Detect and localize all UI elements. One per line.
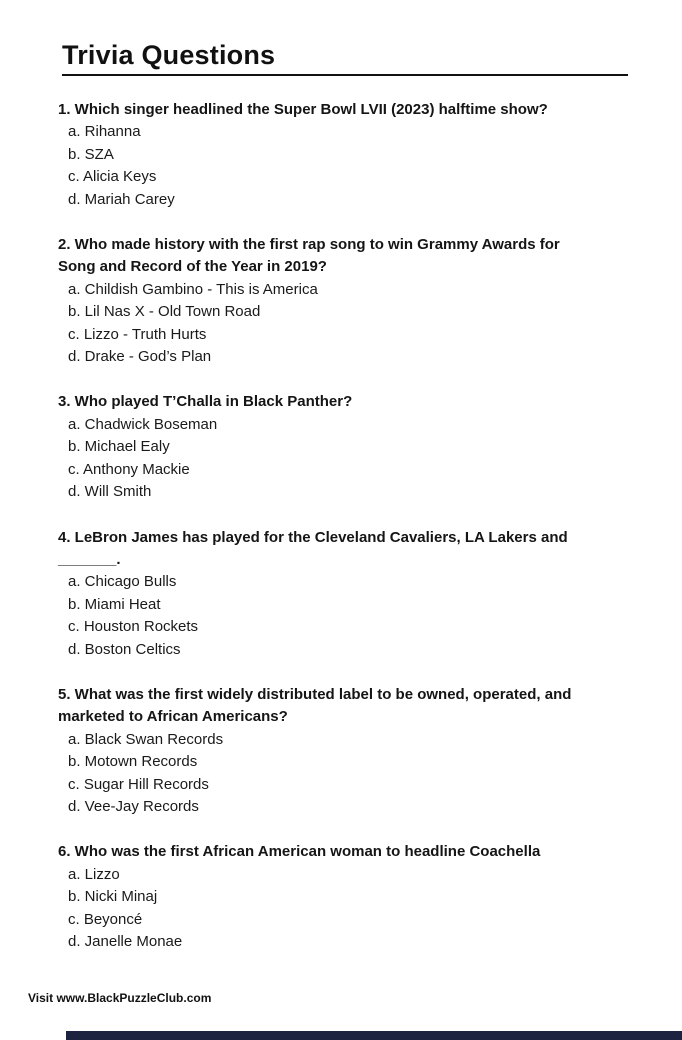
question-text-line: Song and Record of the Year in 2019? bbox=[58, 258, 327, 276]
questions-list bbox=[58, 99, 638, 976]
answer-option: b. Lil Nas X - Old Town Road bbox=[68, 303, 261, 321]
question-text bbox=[58, 684, 638, 729]
answer-option: b. Miami Heat bbox=[68, 595, 161, 613]
question-text bbox=[58, 527, 638, 572]
answer-option: d. Mariah Carey bbox=[68, 190, 175, 208]
footer-website-text: Visit www.BlackPuzzleClub.com bbox=[28, 991, 212, 1005]
answer-option: a. Black Swan Records bbox=[68, 730, 224, 748]
answer-option: a. Rihanna bbox=[68, 123, 141, 141]
question-block bbox=[58, 684, 638, 818]
question-text-line: 1. Which singer headlined the Super Bowl LVII (2023) halftime show? bbox=[58, 101, 548, 118]
page-title: Trivia Questions bbox=[62, 40, 276, 70]
options-list bbox=[58, 729, 638, 819]
title-underline bbox=[62, 74, 628, 76]
answer-option: b. Michael Ealy bbox=[68, 438, 170, 456]
answer-option: b. SZA bbox=[68, 145, 114, 163]
question-text-line: 5. What was the first widely distributed label to be owned, operated, and bbox=[58, 685, 572, 703]
question-text-line: 6. Who was the first African American woman to headline Coachella bbox=[58, 843, 541, 861]
question-text-line: _______. bbox=[58, 550, 121, 568]
question-text bbox=[58, 841, 638, 863]
answer-option: d. Will Smith bbox=[68, 483, 152, 501]
answer-option: a. Chadwick Boseman bbox=[68, 415, 218, 433]
question-text-line: 3. Who played T’Challa in Black Panther? bbox=[58, 393, 353, 411]
answer-option: a. Childish Gambino - This is America bbox=[68, 280, 318, 298]
answer-option: d. Drake - God’s Plan bbox=[68, 348, 212, 366]
question-text-line: marketed to African Americans? bbox=[58, 708, 288, 726]
question-block bbox=[58, 527, 638, 661]
question-block bbox=[58, 391, 638, 503]
answer-option: c. Houston Rockets bbox=[68, 618, 199, 636]
question-block bbox=[58, 99, 638, 211]
question-text-line: 4. LeBron James has played for the Cleveland Cavaliers, LA Lakers and bbox=[58, 528, 568, 546]
answer-option: c. Alicia Keys bbox=[68, 168, 157, 186]
options-list bbox=[58, 121, 638, 211]
answer-option: d. Boston Celtics bbox=[68, 640, 181, 658]
answer-option: d. Janelle Monae bbox=[68, 933, 183, 950]
answer-option: c. Beyoncé bbox=[68, 910, 143, 928]
options-list bbox=[58, 864, 638, 954]
answer-option: b. Motown Records bbox=[68, 753, 198, 771]
answer-option: c. Sugar Hill Records bbox=[68, 775, 209, 793]
options-list bbox=[58, 279, 638, 369]
options-list bbox=[58, 571, 638, 661]
answer-option: a. Chicago Bulls bbox=[68, 573, 177, 591]
question-text-line: 2. Who made history with the first rap song to win Grammy Awards for bbox=[58, 236, 560, 254]
answer-option: a. Lizzo bbox=[68, 865, 120, 883]
answer-option: c. Lizzo - Truth Hurts bbox=[68, 325, 207, 343]
options-list bbox=[58, 414, 638, 504]
answer-option: b. Nicki Minaj bbox=[68, 888, 158, 906]
question-block bbox=[58, 841, 638, 953]
question-text bbox=[58, 234, 638, 279]
answer-option: d. Vee-Jay Records bbox=[68, 797, 199, 815]
question-text bbox=[58, 391, 638, 413]
question-text bbox=[58, 99, 638, 121]
question-block bbox=[58, 234, 638, 368]
answer-option: c. Anthony Mackie bbox=[68, 460, 190, 478]
document-header bbox=[62, 40, 628, 76]
bottom-page-divider bbox=[66, 1031, 682, 1040]
